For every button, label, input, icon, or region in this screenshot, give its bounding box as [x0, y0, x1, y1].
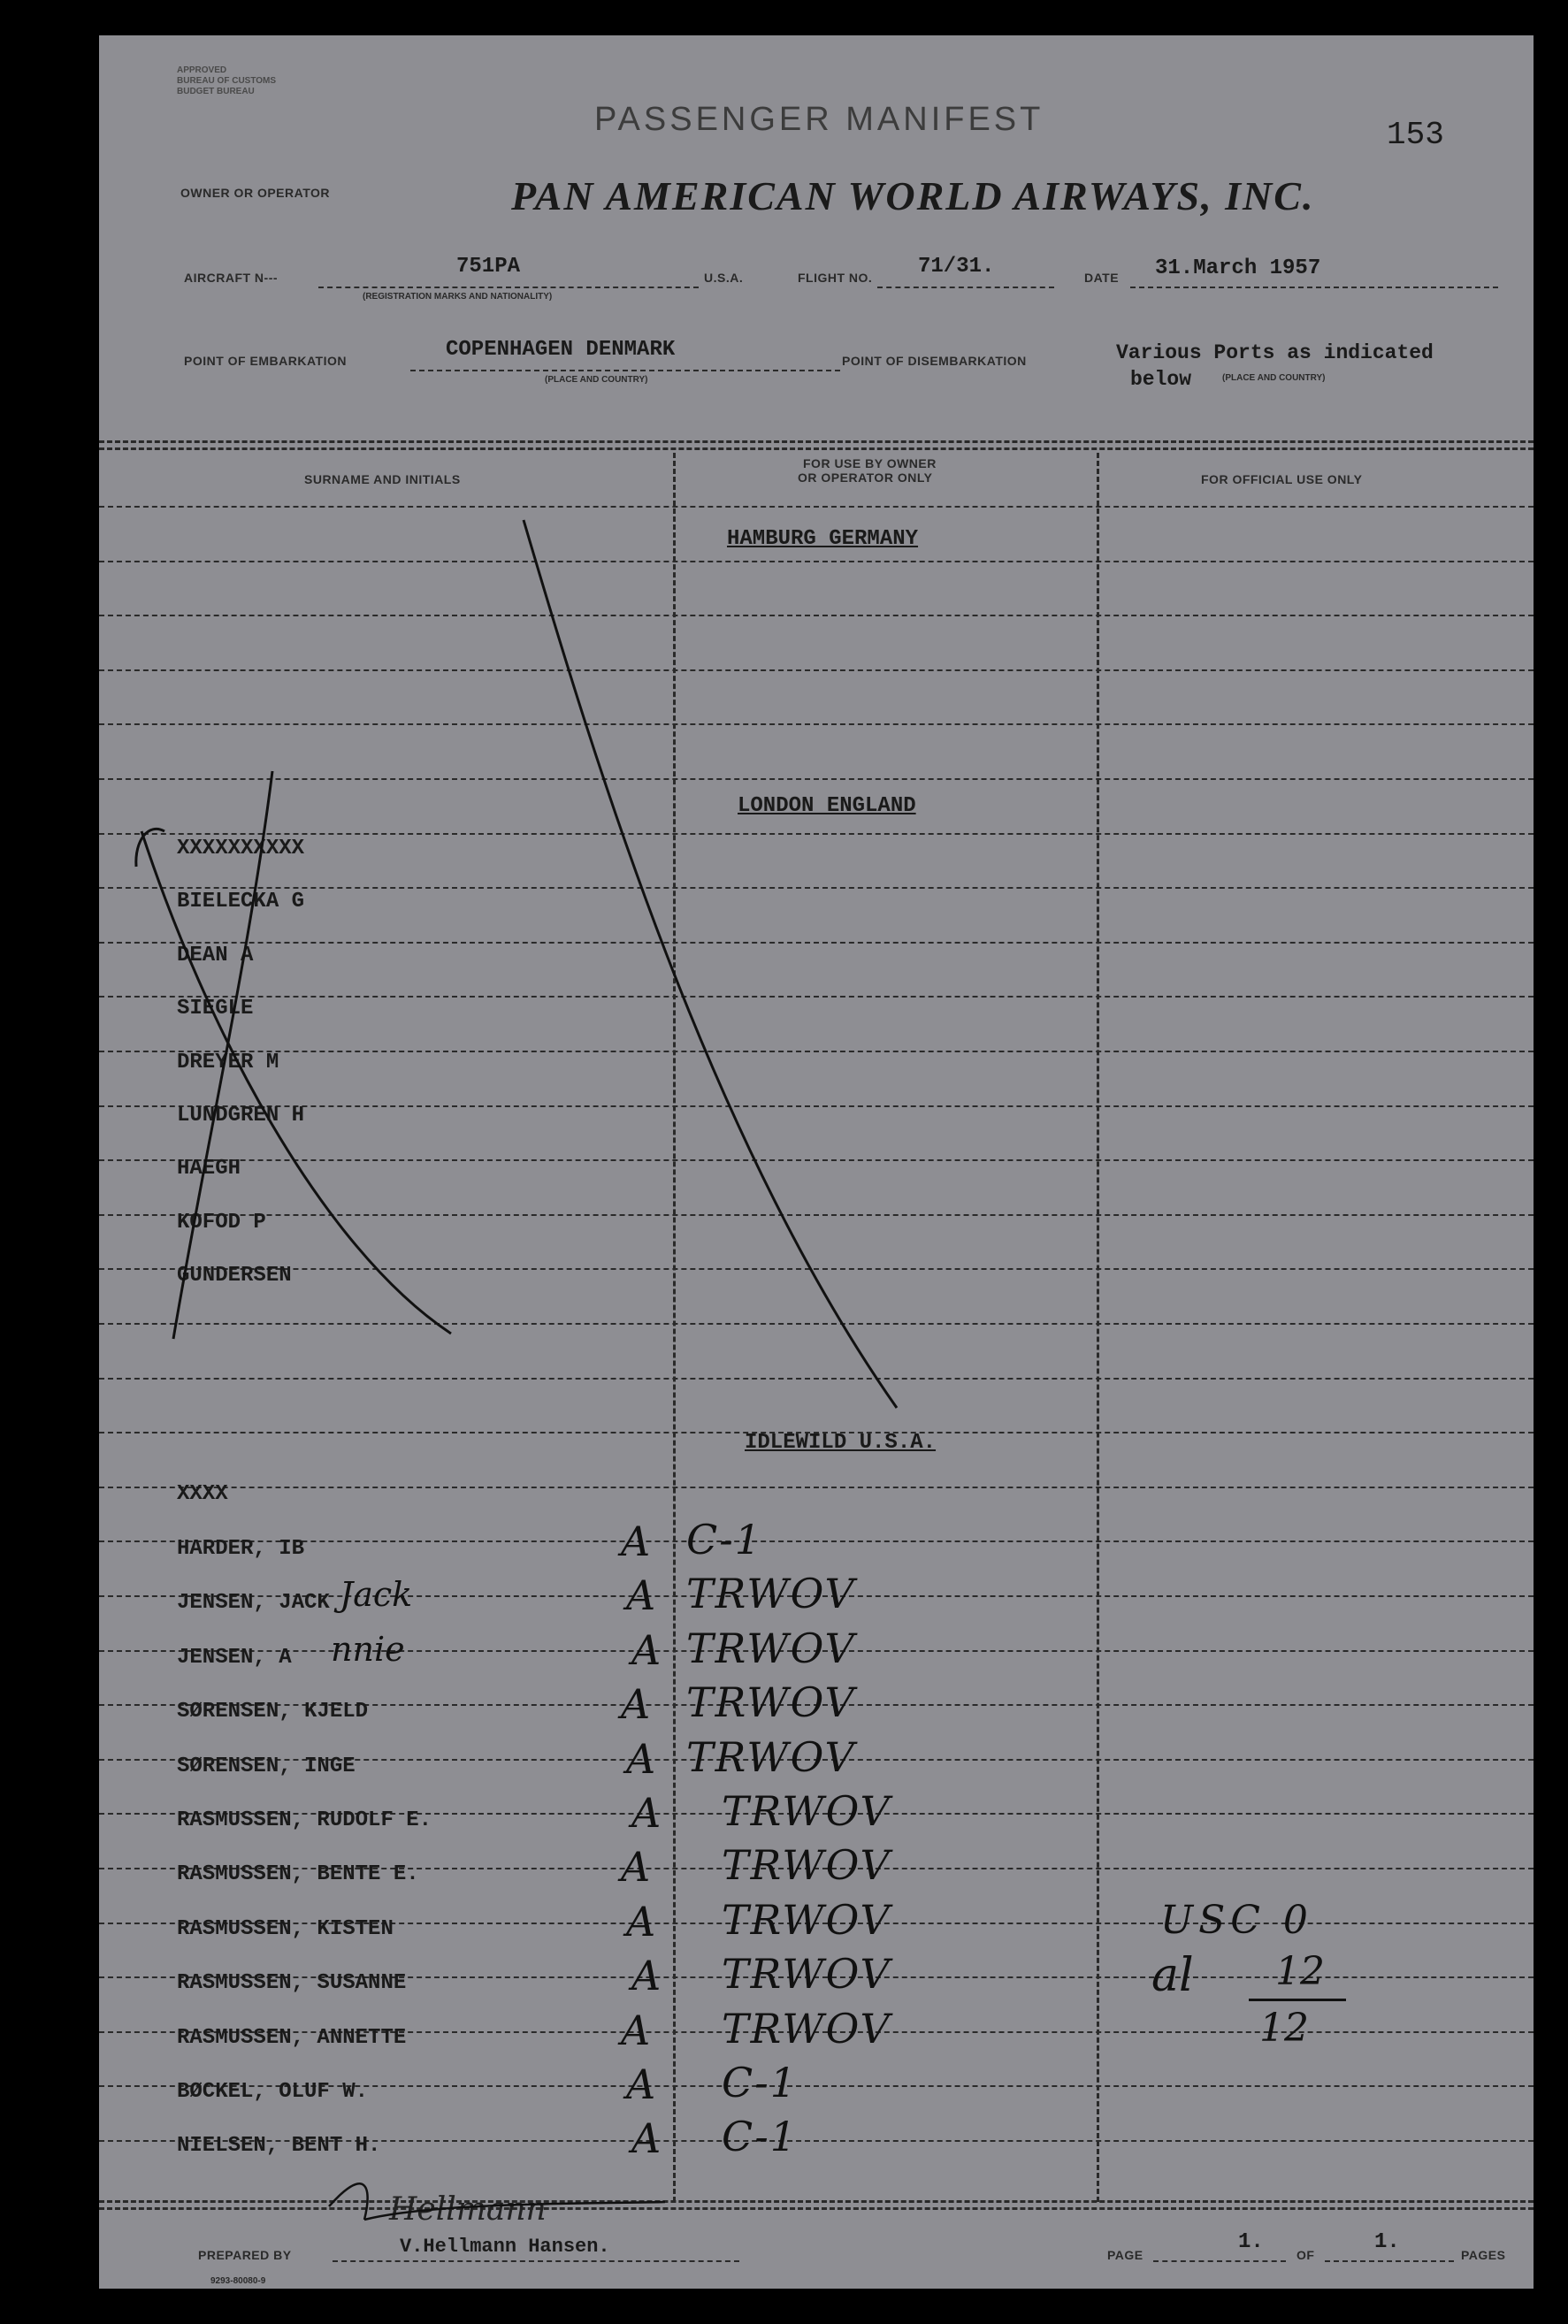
passenger-code: C-1	[722, 2059, 799, 2106]
london-passenger-row: LUNDGREN H	[177, 1104, 305, 1128]
passenger-name: RASMUSSEN, ANNETTE	[177, 2026, 407, 2050]
date-label: DATE	[1084, 271, 1120, 285]
page-value: 1.	[1238, 2230, 1264, 2254]
idlewild-struck-entry: XXXX	[177, 1482, 228, 1506]
column-header-owner-use-2: OR OPERATOR ONLY	[798, 470, 933, 485]
london-passenger-row: DREYER M	[177, 1051, 279, 1074]
column-header-surname: SURNAME AND INITIALS	[304, 472, 461, 486]
section-london: LONDON ENGLAND	[738, 794, 916, 818]
prepared-by-label: PREPARED BY	[198, 2248, 292, 2262]
passenger-mark: A	[621, 1517, 651, 1565]
usa-label: U.S.A.	[704, 271, 744, 285]
passenger-code: C-1	[686, 1516, 763, 1563]
passenger-name: HARDER, IB	[177, 1537, 305, 1561]
passenger-mark: A	[621, 1843, 651, 1891]
aircraft-label: AIRCRAFT N---	[184, 271, 279, 285]
prepared-by-name: V.Hellmann Hansen.	[400, 2236, 610, 2258]
owner-label: OWNER OR OPERATOR	[180, 186, 330, 200]
london-passenger-row: XXXXXXXXXX	[177, 837, 305, 860]
passenger-name: BØCKEL, OLUF W.	[177, 2080, 369, 2104]
passenger-name: JENSEN, A	[177, 1646, 292, 1670]
passenger-mark: A	[626, 1735, 656, 1783]
passenger-name: SØRENSEN, KJELD	[177, 1700, 369, 1724]
passenger-code: TRWOV	[686, 1733, 856, 1781]
page-number: 153	[1387, 117, 1444, 153]
passenger-code: TRWOV	[722, 1787, 891, 1835]
owner-name: PAN AMERICAN WORLD AIRWAYS, INC.	[511, 173, 1315, 218]
london-passenger-row: DEAN A	[177, 944, 254, 967]
passenger-name: RASMUSSEN, RUDOLF E.	[177, 1808, 432, 1832]
official-note-usc: USC 0	[1160, 1898, 1313, 1943]
passenger-mark: A	[631, 1789, 662, 1837]
flight-label: FLIGHT NO.	[798, 271, 873, 285]
london-passenger-row: KOFOD P	[177, 1211, 266, 1235]
passenger-code: C-1	[722, 2113, 799, 2160]
passenger-mark: A	[621, 2007, 651, 2054]
passenger-mark: A	[621, 1680, 651, 1728]
london-passenger-row: HAEGH	[177, 1157, 241, 1181]
passenger-code: TRWOV	[686, 1625, 856, 1672]
manifest-sheet	[99, 35, 1534, 2289]
passenger-name: SØRENSEN, INGE	[177, 1754, 356, 1778]
aircraft-value: 751PA	[456, 255, 521, 279]
column-header-owner-use: FOR USE BY OWNER	[803, 456, 937, 470]
disembark-label: POINT OF DISEMBARKATION	[842, 354, 1027, 368]
passenger-code: TRWOV	[722, 1950, 891, 1998]
official-note-total: 12	[1259, 2006, 1309, 2051]
disembark-value: Various Ports as indicated	[1116, 341, 1434, 364]
passenger-name: RASMUSSEN, SUSANNE	[177, 1971, 407, 1995]
column-header-official: FOR OFFICIAL USE ONLY	[1201, 472, 1363, 486]
embark-value: COPENHAGEN DENMARK	[446, 338, 676, 362]
of-label: OF	[1296, 2248, 1315, 2262]
diagonal-strike-long	[524, 520, 897, 1408]
passenger-code: TRWOV	[722, 1896, 891, 1944]
passenger-name: NIELSEN, BENT H.	[177, 2134, 381, 2158]
official-note-count: 12	[1275, 1949, 1325, 1994]
london-passenger-row: GUNDERSEN	[177, 1264, 292, 1288]
of-value: 1.	[1374, 2230, 1400, 2254]
passenger-mark: A	[626, 2060, 656, 2108]
passenger-mark: A	[631, 1626, 662, 1674]
disembark-note: (PLACE AND COUNTRY)	[1222, 373, 1326, 383]
form-number: 9293-80080-9	[210, 2276, 266, 2286]
signature-swoosh	[329, 2183, 665, 2220]
passenger-name: RASMUSSEN, BENTE E.	[177, 1862, 419, 1886]
date-value: 31.March 1957	[1155, 256, 1321, 280]
passenger-code: TRWOV	[686, 1678, 856, 1726]
section-hamburg: HAMBURG GERMANY	[727, 527, 919, 551]
passenger-name: RASMUSSEN, KISTEN	[177, 1917, 394, 1941]
page-label: PAGE	[1107, 2248, 1143, 2262]
official-note-al: al	[1151, 1949, 1194, 2002]
approval-stamp: APPROVED BUREAU OF CUSTOMS BUDGET BUREAU	[177, 65, 277, 96]
passenger-code: TRWOV	[686, 1570, 856, 1617]
section-idlewild: IDLEWILD U.S.A.	[745, 1431, 937, 1455]
passenger-handwritten-name: nnie	[331, 1630, 405, 1669]
vertical-strike	[173, 771, 272, 1339]
passenger-code: TRWOV	[722, 2005, 891, 2053]
embark-note: (PLACE AND COUNTRY)	[545, 375, 648, 385]
passenger-mark: A	[631, 1952, 662, 1999]
passenger-code: TRWOV	[722, 1841, 891, 1889]
passenger-mark: A	[626, 1571, 656, 1619]
flight-value: 71/31.	[918, 255, 995, 279]
passenger-handwritten-name: Jack	[340, 1575, 413, 1614]
embark-label: POINT OF EMBARKATION	[184, 354, 347, 368]
cancellation-strokes	[99, 35, 1534, 2289]
disembark-value-2: below	[1130, 368, 1192, 391]
passenger-mark: A	[631, 2114, 662, 2162]
london-passenger-row: SIEGLE	[177, 997, 254, 1021]
pages-label: PAGES	[1461, 2248, 1506, 2262]
passenger-name: JENSEN, JACK	[177, 1591, 330, 1615]
london-passenger-row: BIELECKA G	[177, 890, 305, 914]
prepared-by-signature: Hellmann	[389, 2191, 547, 2228]
passenger-mark: A	[626, 1898, 656, 1946]
aircraft-note: (REGISTRATION MARKS AND NATIONALITY)	[363, 292, 553, 302]
manifest-title: PASSENGER MANIFEST	[594, 101, 1044, 138]
